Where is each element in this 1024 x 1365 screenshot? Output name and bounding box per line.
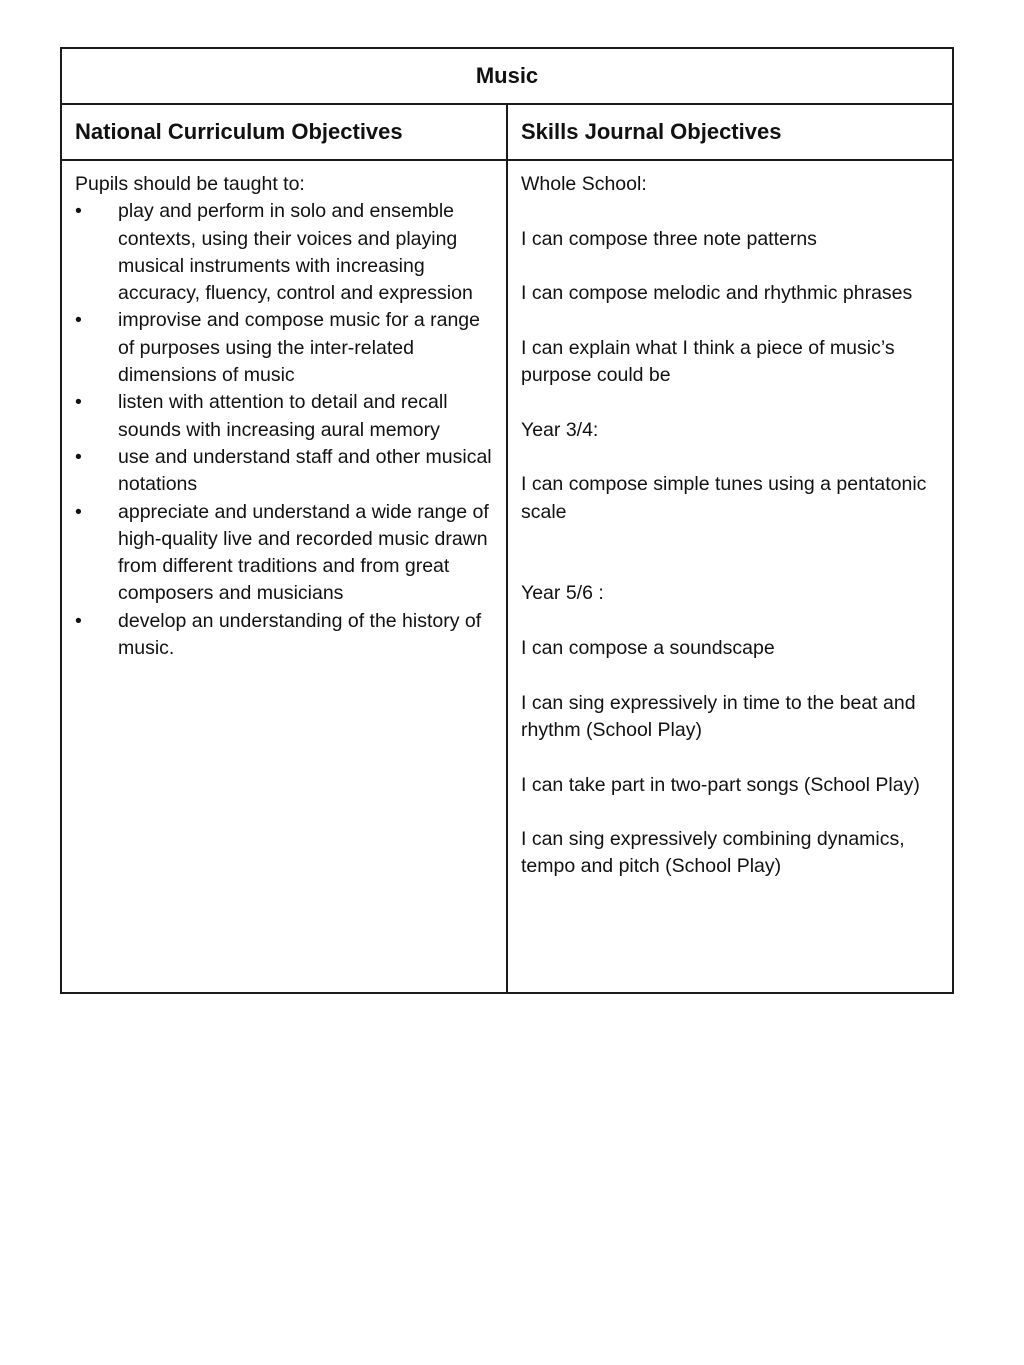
bullet-icon: • bbox=[75, 309, 82, 332]
list-item bbox=[75, 389, 498, 444]
skill-objective: I can compose simple tunes using a pentatonic scale bbox=[521, 473, 927, 523]
skill-objective: I can compose a soundscape bbox=[521, 637, 775, 660]
skills-journal-cell bbox=[508, 161, 952, 992]
curriculum-objective-text: appreciate and understand a wide range of high-quality live and recorded music drawn from different traditions and from great composers and musicians bbox=[118, 500, 489, 605]
national-curriculum-cell bbox=[62, 161, 508, 992]
curriculum-objectives-list bbox=[75, 198, 498, 662]
skills-journal-header: Skills Journal Objectives bbox=[521, 119, 782, 144]
music-objectives-table bbox=[60, 47, 954, 994]
bullet-icon: • bbox=[75, 609, 82, 632]
table-title: Music bbox=[62, 49, 952, 105]
header-row bbox=[62, 105, 952, 161]
curriculum-objective-text: improvise and compose music for a range of purposes using the inter-related dimensions of music bbox=[118, 309, 480, 387]
curriculum-intro: Pupils should be taught to: bbox=[75, 173, 305, 195]
curriculum-objective-text: use and understand staff and other musical notations bbox=[118, 445, 492, 496]
list-item bbox=[75, 198, 498, 307]
list-item bbox=[75, 499, 498, 608]
bullet-icon: • bbox=[75, 200, 82, 223]
skill-objective: I can sing expressively in time to the beat and rhythm (School Play) bbox=[521, 691, 916, 741]
skill-objective: I can sing expressively combining dynamics, tempo and pitch (School Play) bbox=[521, 828, 905, 878]
curriculum-objective-text: play and perform in solo and ensemble contexts, using their voices and playing musical instruments with increasing accuracy, fluency, control and expression bbox=[118, 200, 473, 305]
content-row bbox=[62, 161, 952, 992]
list-item bbox=[75, 608, 498, 663]
bullet-icon: • bbox=[75, 500, 82, 523]
skill-objective: I can explain what I think a piece of music’s purpose could be bbox=[521, 336, 895, 387]
list-item bbox=[75, 444, 498, 499]
list-item bbox=[75, 307, 498, 389]
national-curriculum-header: National Curriculum Objectives bbox=[62, 105, 508, 159]
bullet-icon: • bbox=[75, 445, 82, 468]
year-5-6-heading: Year 5/6 : bbox=[521, 582, 604, 605]
skill-objective: I can take part in two-part songs (School Play) bbox=[521, 773, 920, 796]
curriculum-objective-text: listen with attention to detail and recall sounds with increasing aural memory bbox=[118, 391, 448, 441]
year-3-4-heading: Year 3/4: bbox=[521, 418, 599, 441]
curriculum-objective-text: develop an understanding of the history of music. bbox=[118, 609, 482, 660]
skill-objective: I can compose three note patterns bbox=[521, 227, 817, 250]
whole-school-heading: Whole School: bbox=[521, 173, 647, 195]
bullet-icon: • bbox=[75, 391, 82, 414]
skill-objective: I can compose melodic and rhythmic phrases bbox=[521, 282, 913, 305]
